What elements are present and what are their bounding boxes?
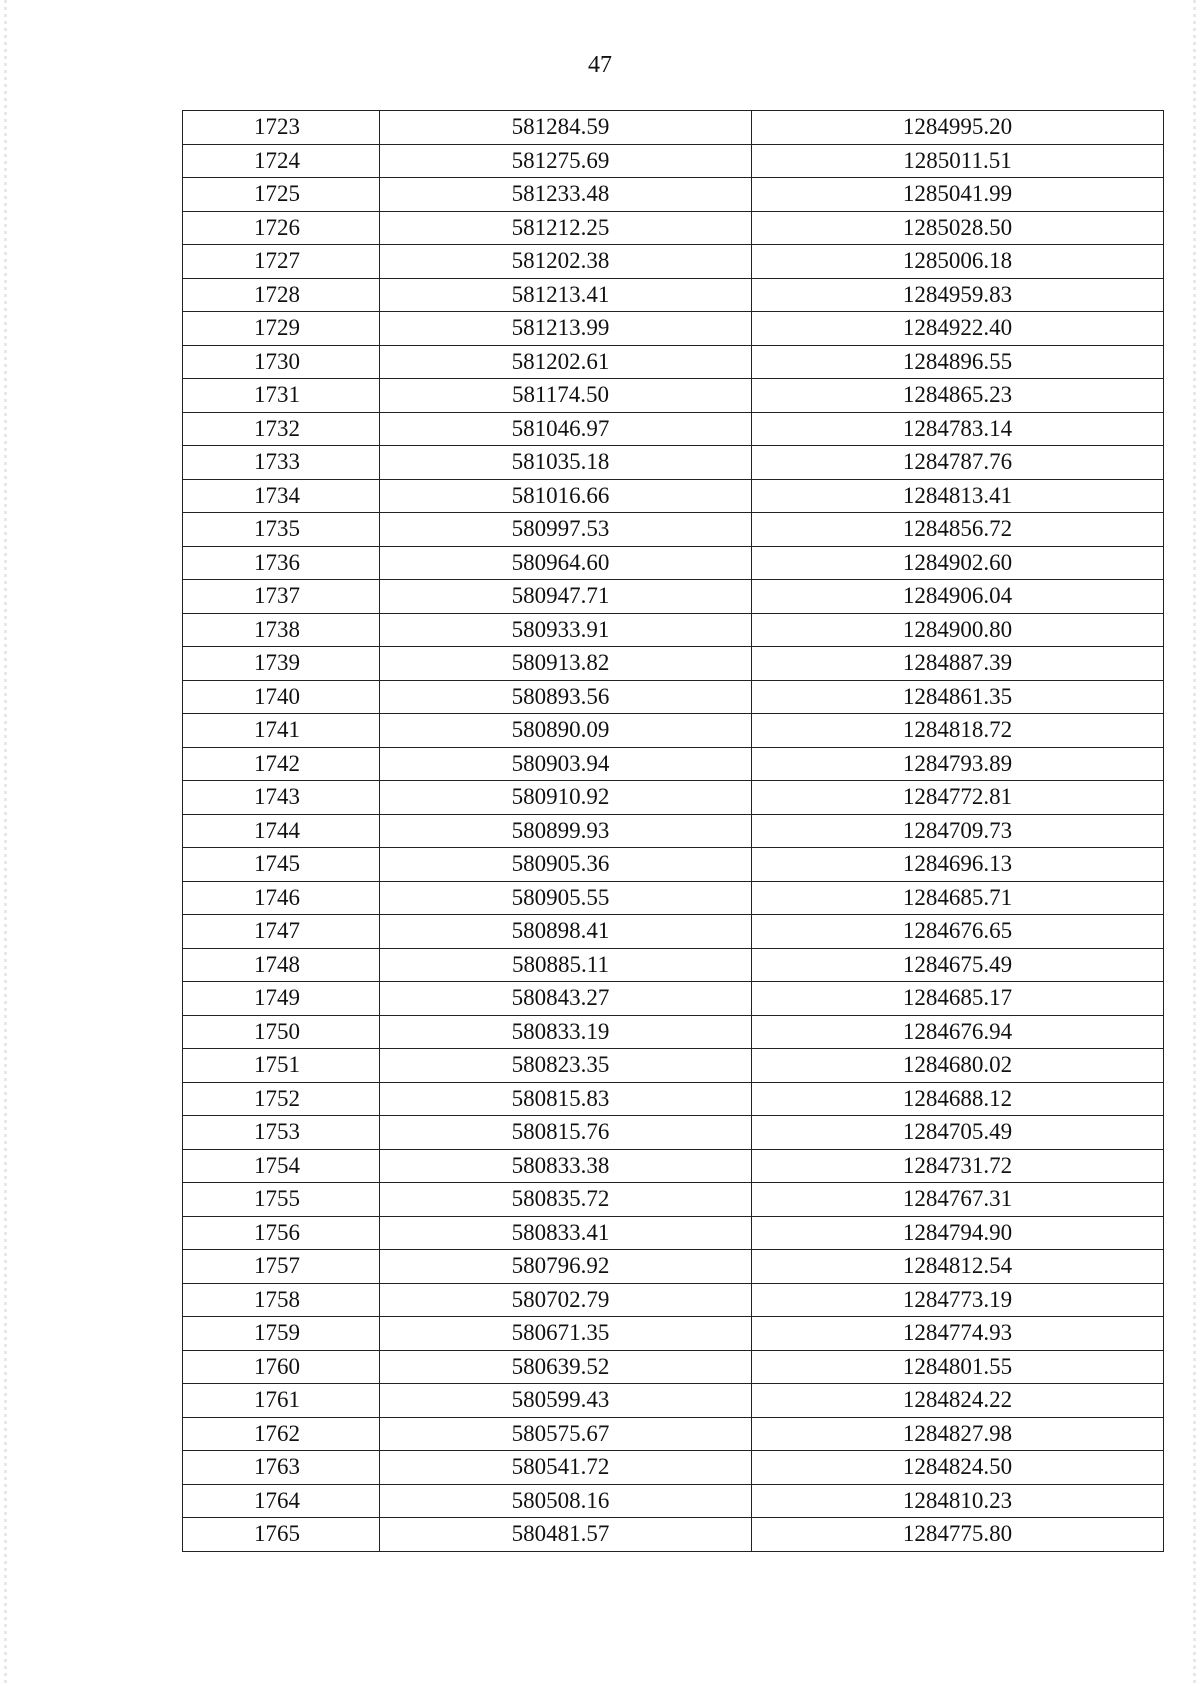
x-coordinate-cell: 580833.41 [380, 1216, 752, 1250]
y-coordinate-cell: 1284801.55 [752, 1350, 1164, 1384]
table-row [183, 781, 1164, 815]
x-coordinate-cell: 580947.71 [380, 580, 752, 614]
y-coordinate-cell: 1285041.99 [752, 178, 1164, 212]
table-row [183, 1317, 1164, 1351]
x-coordinate-cell: 581202.61 [380, 345, 752, 379]
table-row [183, 982, 1164, 1016]
y-coordinate-cell: 1284813.41 [752, 479, 1164, 513]
y-coordinate-cell: 1285028.50 [752, 211, 1164, 245]
y-coordinate-cell: 1284731.72 [752, 1149, 1164, 1183]
point-number-cell: 1736 [183, 546, 380, 580]
x-coordinate-cell: 580903.94 [380, 747, 752, 781]
x-coordinate-cell: 580843.27 [380, 982, 752, 1016]
table-row [183, 747, 1164, 781]
page-number: 47 [588, 52, 612, 78]
table-row [183, 1417, 1164, 1451]
table-row [183, 245, 1164, 279]
point-number-cell: 1743 [183, 781, 380, 815]
y-coordinate-cell: 1284772.81 [752, 781, 1164, 815]
point-number-cell: 1753 [183, 1116, 380, 1150]
point-number-cell: 1729 [183, 312, 380, 346]
table-row [183, 379, 1164, 413]
table-row [183, 345, 1164, 379]
x-coordinate-cell: 580905.55 [380, 881, 752, 915]
y-coordinate-cell: 1284824.22 [752, 1384, 1164, 1418]
y-coordinate-cell: 1284767.31 [752, 1183, 1164, 1217]
point-number-cell: 1735 [183, 513, 380, 547]
y-coordinate-cell: 1284922.40 [752, 312, 1164, 346]
point-number-cell: 1749 [183, 982, 380, 1016]
point-number-cell: 1723 [183, 111, 380, 145]
y-coordinate-cell: 1284775.80 [752, 1518, 1164, 1552]
table-row [183, 1015, 1164, 1049]
table-row [183, 312, 1164, 346]
x-coordinate-cell: 580702.79 [380, 1283, 752, 1317]
table-row [183, 1384, 1164, 1418]
table-row [183, 1283, 1164, 1317]
point-number-cell: 1748 [183, 948, 380, 982]
x-coordinate-cell: 581016.66 [380, 479, 752, 513]
y-coordinate-cell: 1284812.54 [752, 1250, 1164, 1284]
x-coordinate-cell: 581174.50 [380, 379, 752, 413]
point-number-cell: 1727 [183, 245, 380, 279]
point-number-cell: 1750 [183, 1015, 380, 1049]
y-coordinate-cell: 1284794.90 [752, 1216, 1164, 1250]
y-coordinate-cell: 1284685.71 [752, 881, 1164, 915]
x-coordinate-cell: 580796.92 [380, 1250, 752, 1284]
point-number-cell: 1754 [183, 1149, 380, 1183]
x-coordinate-cell: 580815.83 [380, 1082, 752, 1116]
y-coordinate-cell: 1284709.73 [752, 814, 1164, 848]
point-number-cell: 1752 [183, 1082, 380, 1116]
table-row [183, 714, 1164, 748]
y-coordinate-cell: 1284827.98 [752, 1417, 1164, 1451]
x-coordinate-cell: 580890.09 [380, 714, 752, 748]
point-number-cell: 1761 [183, 1384, 380, 1418]
point-number-cell: 1726 [183, 211, 380, 245]
table-row [183, 513, 1164, 547]
point-number-cell: 1734 [183, 479, 380, 513]
x-coordinate-cell: 581213.99 [380, 312, 752, 346]
x-coordinate-cell: 580905.36 [380, 848, 752, 882]
table-row [183, 948, 1164, 982]
table-row [183, 647, 1164, 681]
x-coordinate-cell: 580885.11 [380, 948, 752, 982]
x-coordinate-cell: 581233.48 [380, 178, 752, 212]
x-coordinate-cell: 580575.67 [380, 1417, 752, 1451]
x-coordinate-cell: 580833.19 [380, 1015, 752, 1049]
y-coordinate-cell: 1284787.76 [752, 446, 1164, 480]
table-row [183, 915, 1164, 949]
point-number-cell: 1756 [183, 1216, 380, 1250]
x-coordinate-cell: 581275.69 [380, 144, 752, 178]
y-coordinate-cell: 1284675.49 [752, 948, 1164, 982]
x-coordinate-cell: 581035.18 [380, 446, 752, 480]
point-number-cell: 1763 [183, 1451, 380, 1485]
scan-edge-right [1193, 0, 1196, 1686]
y-coordinate-cell: 1284887.39 [752, 647, 1164, 681]
x-coordinate-cell: 581046.97 [380, 412, 752, 446]
point-number-cell: 1746 [183, 881, 380, 915]
y-coordinate-cell: 1284861.35 [752, 680, 1164, 714]
table-row [183, 144, 1164, 178]
point-number-cell: 1733 [183, 446, 380, 480]
x-coordinate-cell: 580815.76 [380, 1116, 752, 1150]
table-row [183, 1183, 1164, 1217]
point-number-cell: 1747 [183, 915, 380, 949]
point-number-cell: 1762 [183, 1417, 380, 1451]
table-row [183, 1484, 1164, 1518]
x-coordinate-cell: 580599.43 [380, 1384, 752, 1418]
y-coordinate-cell: 1284773.19 [752, 1283, 1164, 1317]
y-coordinate-cell: 1284705.49 [752, 1116, 1164, 1150]
y-coordinate-cell: 1284783.14 [752, 412, 1164, 446]
table-row [183, 178, 1164, 212]
y-coordinate-cell: 1284906.04 [752, 580, 1164, 614]
y-coordinate-cell: 1284959.83 [752, 278, 1164, 312]
y-coordinate-cell: 1284896.55 [752, 345, 1164, 379]
y-coordinate-cell: 1284793.89 [752, 747, 1164, 781]
x-coordinate-cell: 580481.57 [380, 1518, 752, 1552]
x-coordinate-cell: 581212.25 [380, 211, 752, 245]
point-number-cell: 1730 [183, 345, 380, 379]
table-row [183, 278, 1164, 312]
table-row [183, 1049, 1164, 1083]
y-coordinate-cell: 1284865.23 [752, 379, 1164, 413]
table-row [183, 1250, 1164, 1284]
point-number-cell: 1760 [183, 1350, 380, 1384]
table-row [183, 111, 1164, 145]
point-number-cell: 1757 [183, 1250, 380, 1284]
x-coordinate-cell: 581202.38 [380, 245, 752, 279]
y-coordinate-cell: 1284696.13 [752, 848, 1164, 882]
point-number-cell: 1725 [183, 178, 380, 212]
y-coordinate-cell: 1284688.12 [752, 1082, 1164, 1116]
y-coordinate-cell: 1285011.51 [752, 144, 1164, 178]
x-coordinate-cell: 580823.35 [380, 1049, 752, 1083]
x-coordinate-cell: 580899.93 [380, 814, 752, 848]
point-number-cell: 1732 [183, 412, 380, 446]
x-coordinate-cell: 580964.60 [380, 546, 752, 580]
table-row [183, 1082, 1164, 1116]
table-row [183, 848, 1164, 882]
point-number-cell: 1740 [183, 680, 380, 714]
point-number-cell: 1724 [183, 144, 380, 178]
x-coordinate-cell: 580893.56 [380, 680, 752, 714]
x-coordinate-cell: 580833.38 [380, 1149, 752, 1183]
table-row [183, 1518, 1164, 1552]
point-number-cell: 1737 [183, 580, 380, 614]
y-coordinate-cell: 1284685.17 [752, 982, 1164, 1016]
table-row [183, 1451, 1164, 1485]
x-coordinate-cell: 580933.91 [380, 613, 752, 647]
point-number-cell: 1758 [183, 1283, 380, 1317]
table-row [183, 479, 1164, 513]
point-number-cell: 1738 [183, 613, 380, 647]
y-coordinate-cell: 1284774.93 [752, 1317, 1164, 1351]
point-number-cell: 1751 [183, 1049, 380, 1083]
y-coordinate-cell: 1284995.20 [752, 111, 1164, 145]
point-number-cell: 1764 [183, 1484, 380, 1518]
x-coordinate-cell: 581284.59 [380, 111, 752, 145]
table-row [183, 613, 1164, 647]
x-coordinate-cell: 580898.41 [380, 915, 752, 949]
table-row [183, 546, 1164, 580]
table-row [183, 1149, 1164, 1183]
scan-edge-left [4, 0, 7, 1686]
point-number-cell: 1759 [183, 1317, 380, 1351]
x-coordinate-cell: 580910.92 [380, 781, 752, 815]
table-row [183, 881, 1164, 915]
x-coordinate-cell: 580671.35 [380, 1317, 752, 1351]
table-row [183, 680, 1164, 714]
point-number-cell: 1742 [183, 747, 380, 781]
x-coordinate-cell: 581213.41 [380, 278, 752, 312]
x-coordinate-cell: 580835.72 [380, 1183, 752, 1217]
point-number-cell: 1728 [183, 278, 380, 312]
y-coordinate-cell: 1284818.72 [752, 714, 1164, 748]
table-row [183, 814, 1164, 848]
point-number-cell: 1741 [183, 714, 380, 748]
y-coordinate-cell: 1284680.02 [752, 1049, 1164, 1083]
y-coordinate-cell: 1284902.60 [752, 546, 1164, 580]
table-row [183, 1216, 1164, 1250]
x-coordinate-cell: 580997.53 [380, 513, 752, 547]
table-row [183, 1116, 1164, 1150]
table-row [183, 1350, 1164, 1384]
coordinates-table [182, 110, 1164, 1552]
table-row [183, 211, 1164, 245]
y-coordinate-cell: 1284824.50 [752, 1451, 1164, 1485]
x-coordinate-cell: 580508.16 [380, 1484, 752, 1518]
table-row [183, 580, 1164, 614]
point-number-cell: 1731 [183, 379, 380, 413]
y-coordinate-cell: 1285006.18 [752, 245, 1164, 279]
point-number-cell: 1755 [183, 1183, 380, 1217]
coordinates-table-body [183, 111, 1164, 1552]
point-number-cell: 1745 [183, 848, 380, 882]
x-coordinate-cell: 580541.72 [380, 1451, 752, 1485]
y-coordinate-cell: 1284856.72 [752, 513, 1164, 547]
table-row [183, 446, 1164, 480]
y-coordinate-cell: 1284900.80 [752, 613, 1164, 647]
point-number-cell: 1739 [183, 647, 380, 681]
point-number-cell: 1765 [183, 1518, 380, 1552]
y-coordinate-cell: 1284810.23 [752, 1484, 1164, 1518]
table-row [183, 412, 1164, 446]
point-number-cell: 1744 [183, 814, 380, 848]
y-coordinate-cell: 1284676.94 [752, 1015, 1164, 1049]
x-coordinate-cell: 580913.82 [380, 647, 752, 681]
y-coordinate-cell: 1284676.65 [752, 915, 1164, 949]
x-coordinate-cell: 580639.52 [380, 1350, 752, 1384]
